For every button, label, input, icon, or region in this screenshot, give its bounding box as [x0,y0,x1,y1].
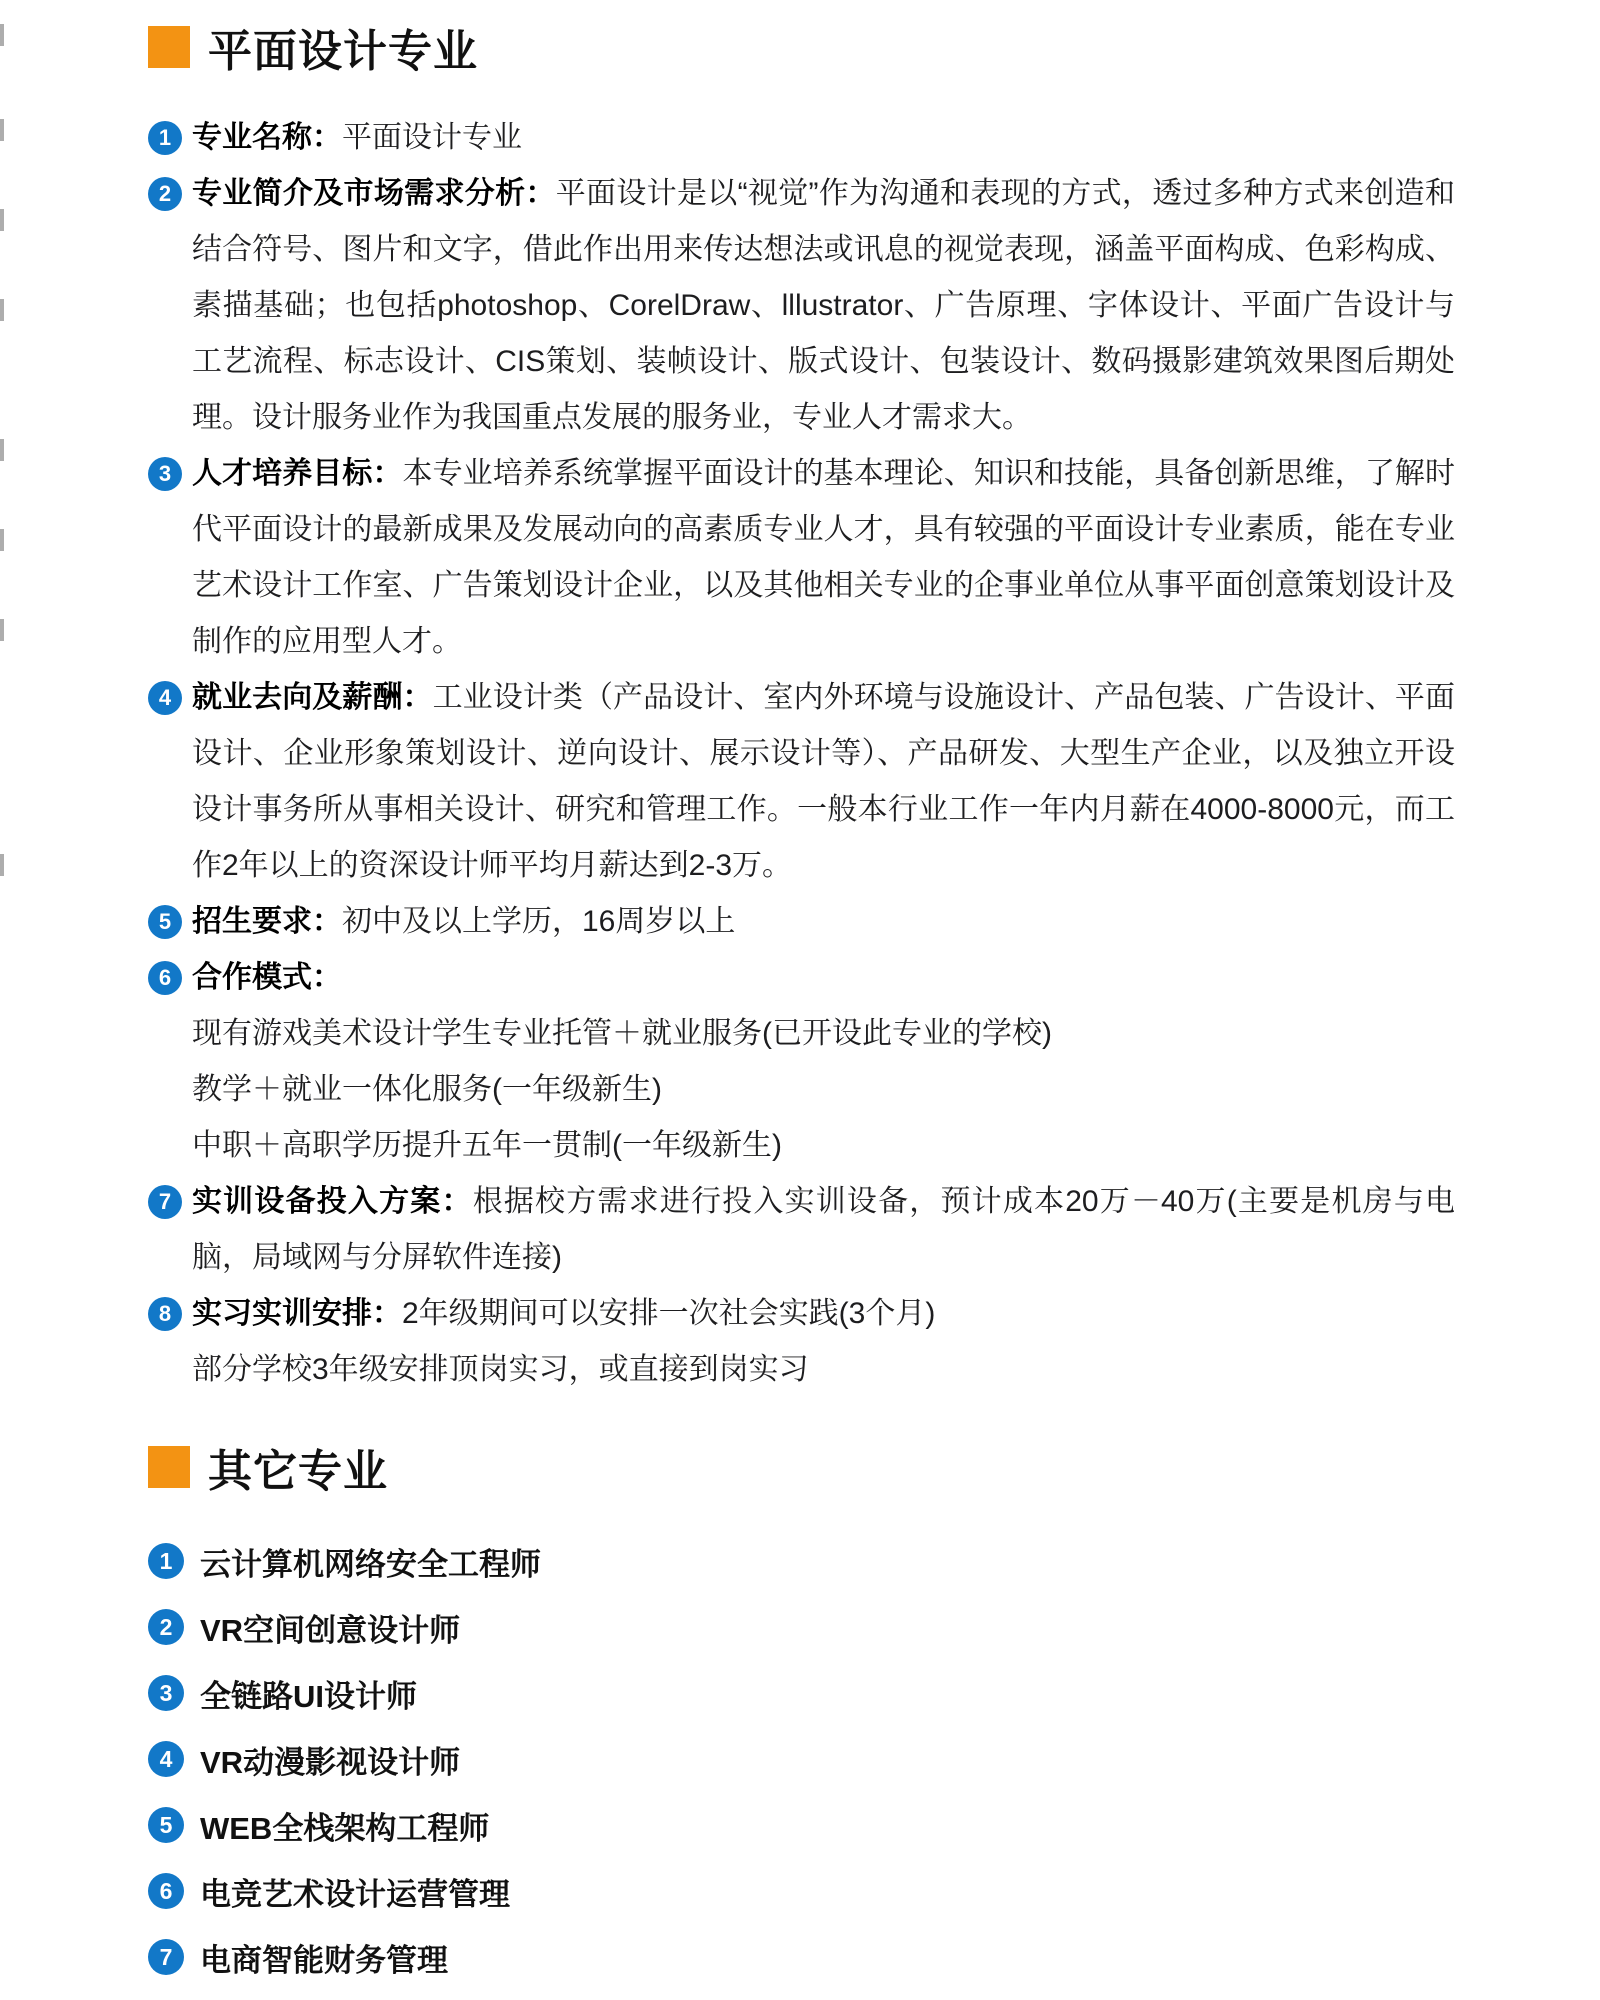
section1-title: 平面设计专业 [208,27,478,76]
left-edge-artifact [0,209,4,231]
section2-title: 其它专业 [208,1447,388,1496]
item-text [192,446,1455,670]
item-label: VR动漫影视设计师 [200,1744,461,1780]
item-body: 工业设计类（产品设计、室内外环境与设施设计、产品包装、广告设计、平面设计、企业形象策划设计、逆向设计、展示设计等）、产品研发、大型生产企业，以及独立开设设计事务所从事相关设计、研究和管理工作。一般本行业工作一年内月薪在4000-8000元，而工作2年以上的资深设计师平均月薪达到2-3万。 [192,681,1456,882]
item-label: 实习实训安排： [192,1297,402,1330]
item-number-badge: 5 [148,905,182,939]
item-label: WEB全栈架构工程师 [200,1810,490,1846]
left-edge-artifact [0,299,4,321]
item-number-badge: 8 [148,1297,182,1331]
item-text [192,1286,1455,1398]
list-item [148,1660,1455,1726]
item-subline: 部分学校3年级安排顶岗实习，或直接到岗实习 [192,1353,809,1386]
list-item [148,1792,1455,1858]
item-text [192,166,1455,446]
item-number-badge: 3 [148,457,182,491]
item-body: 本专业培养系统掌握平面设计的基本理论、知识和技能，具备创新思维，了解时代平面设计的最新成果及发展动向的高素质专业人才，具有较强的平面设计专业素质，能在专业艺术设计工作室、广告策划设计企业，以及其他相关专业的企事业单位从事平面创意策划设计及制作的应用型人才。 [192,457,1456,658]
item-number-badge: 3 [148,1675,184,1711]
list-item [148,1286,1455,1398]
item-text [192,1174,1455,1286]
item-text [192,110,1455,166]
item-label: 招生要求： [192,905,342,938]
item-label: 实训设备投入方案： [192,1185,473,1218]
item-number-badge: 2 [148,1609,184,1645]
item-label: 电商智能财务管理 [200,1942,448,1978]
orange-square-bullet [148,26,190,68]
item-number-badge: 5 [148,1807,184,1843]
item-number-badge: 1 [148,121,182,155]
item-label: 全链路UI设计师 [200,1678,417,1714]
item-body: 平面设计是以“视觉”作为沟通和表现的方式，透过多种方式来创造和结合符号、图片和文字，借此作出用来传达想法或讯息的视觉表现，涵盖平面构成、色彩构成、素描基础；也包括photoshop、CorelDraw、lllustrator、广告原理、字体设计、平面广告设计与工艺流程、标志设计、CIS策划、装帧设计、版式设计、包装设计、数码摄影建筑效果图后期处理。设计服务业作为我国重点发展的服务业，专业人才需求大。 [192,177,1455,434]
item-body: 初中及以上学历，16周岁以上 [342,905,736,938]
item-body: 平面设计专业 [342,121,522,154]
list-item [148,1174,1455,1286]
list-item [148,446,1455,670]
item-body: 根据校方需求进行投入实训设备，预计成本20万－40万(主要是机房与电脑，局域网与分屏软件连接) [192,1185,1456,1274]
item-text [192,950,1455,1174]
item-label: 合作模式： [192,961,342,994]
list-item [148,110,1455,166]
left-edge-artifact [0,529,4,551]
item-number-badge: 6 [148,1873,184,1909]
left-edge-artifact [0,119,4,141]
left-edge-artifact [0,439,4,461]
item-text [192,894,1455,950]
item-number-badge: 6 [148,961,182,995]
list-item [148,1528,1455,1594]
left-edge-artifact [0,619,4,641]
item-subline: 中职＋高职学历提升五年一贯制(一年级新生) [192,1129,782,1162]
item-body: 2年级期间可以安排一次社会实践(3个月) [402,1297,936,1330]
item-text [192,670,1455,894]
item-number-badge: 4 [148,681,182,715]
section1-heading [148,24,1455,76]
section2-heading [148,1444,1455,1496]
item-label: 人才培养目标： [192,457,403,490]
item-number-badge: 7 [148,1939,184,1975]
section1-list [148,110,1455,1398]
item-label: 电竞艺术设计运营管理 [200,1876,510,1912]
item-label: 专业名称： [192,121,342,154]
section2-list [148,1528,1455,1990]
item-number-badge: 4 [148,1741,184,1777]
list-item [148,670,1455,894]
list-item [148,1726,1455,1792]
left-edge-artifact [0,24,4,46]
item-number-badge: 2 [148,177,182,211]
list-item [148,950,1455,1174]
left-edge-artifact [0,854,4,876]
item-label: 就业去向及薪酬： [192,681,433,714]
list-item [148,166,1455,446]
list-item [148,1858,1455,1924]
item-label: 专业简介及市场需求分析： [192,177,556,210]
list-item [148,894,1455,950]
orange-square-bullet [148,1446,190,1488]
item-label: 云计算机网络安全工程师 [200,1546,541,1582]
item-subline: 教学＋就业一体化服务(一年级新生) [192,1073,662,1106]
item-label: VR空间创意设计师 [200,1612,461,1648]
item-number-badge: 1 [148,1543,184,1579]
item-subline: 现有游戏美术设计学生专业托管＋就业服务(已开设此专业的学校) [192,1017,1052,1050]
list-item [148,1924,1455,1990]
list-item [148,1594,1455,1660]
item-number-badge: 7 [148,1185,182,1219]
